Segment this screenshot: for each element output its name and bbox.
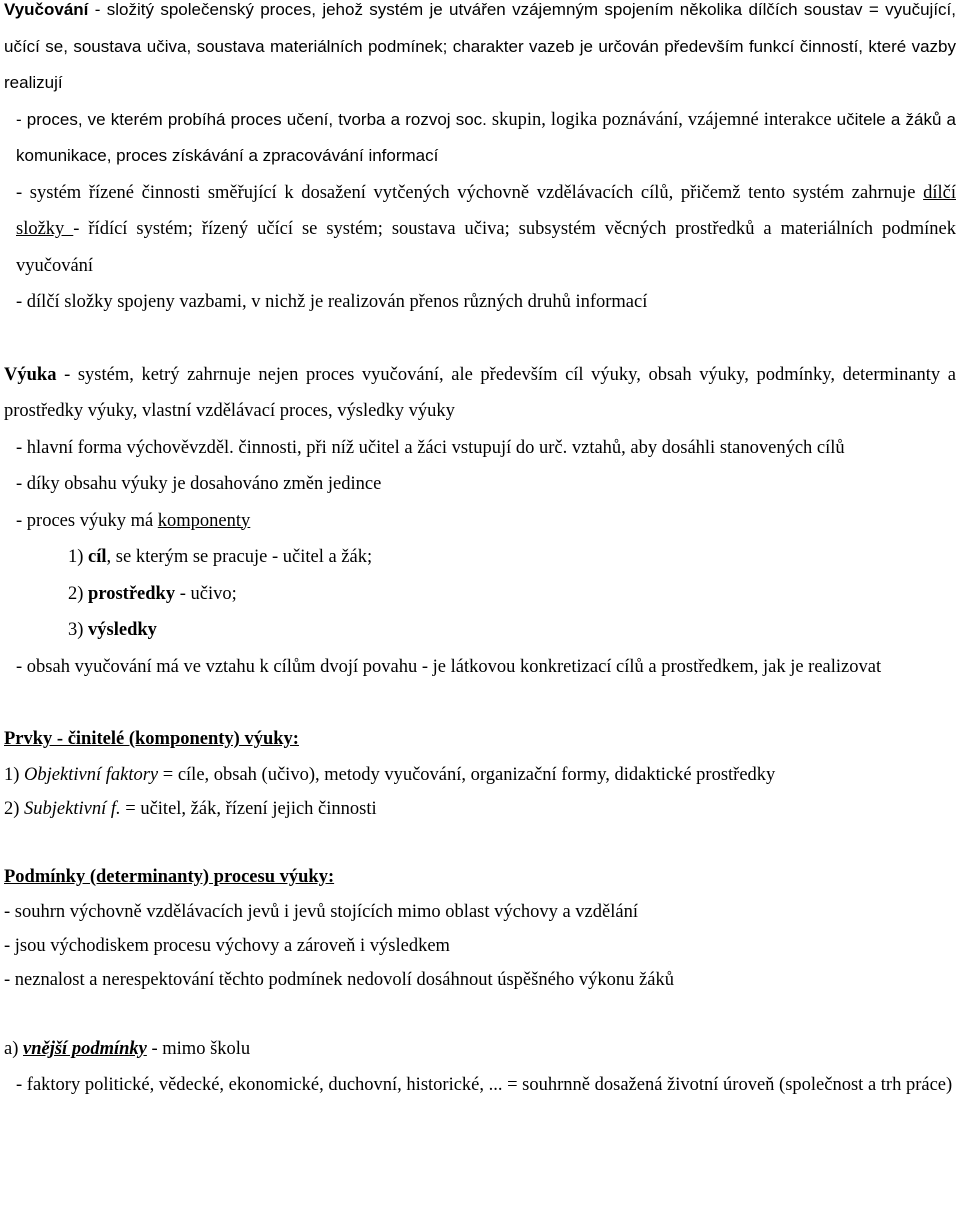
vyucovani-term: Vyučování	[4, 0, 89, 19]
prvky-item-1-number: 1)	[4, 764, 25, 785]
komponenta-1	[4, 539, 956, 576]
komponenta-2-text: - učivo;	[175, 583, 237, 604]
vyuka-def-text: - systém, ketrý zahrnuje nejen proces vyučování, ale především cíl výuky, obsah výuky, podmínky, determinanty a prostředky výuky, vlastní vzdělávací proces, výsledky výuky	[4, 364, 956, 421]
vyuka-point-3-text: - proces výuky má	[16, 510, 158, 531]
vyuka-point-4: - obsah vyučování má ve vztahu k cílům dvojí povahu - je látkovou konkretizací cílů a prostředkem, jak je realizovat	[16, 656, 882, 677]
prvky-item-2-number: 2)	[4, 798, 25, 819]
vyucovani-point-2-end: - řídící systém; řízený učící se systém; soustava učiva; subsystém věcných prostředků a materiálních podmínek vyučování	[16, 219, 956, 276]
vyuka-definition	[4, 357, 956, 430]
prvky-item-2	[4, 792, 956, 826]
podminky-item-1: - souhrn výchovně vzdělávacích jevů i jevů stojících mimo oblast výchovy a vzdělání	[4, 902, 638, 922]
komponenta-2-bold: prostředky	[88, 583, 176, 604]
podminky-heading	[4, 859, 956, 896]
vnejsi-prefix: a)	[4, 1039, 23, 1059]
komponenta-2	[4, 576, 956, 613]
prvky-item-2-term: Subjektivní f.	[24, 798, 121, 819]
komponenta-2-number: 2)	[68, 583, 89, 604]
vnejsi-item-1: - faktory politické, vědecké, ekonomické, duchovní, historické, ... = souhrnně dosažená životní úroveň (společnost a trh práce)	[16, 1074, 953, 1095]
vnejsi-rest: - mimo školu	[146, 1039, 251, 1059]
prvky-item-1-text: = cíle, obsah (učivo), metody vyučování, organizační formy, didaktické prostředky	[158, 764, 776, 785]
prvky-item-1	[4, 758, 956, 792]
komponenta-3	[4, 612, 956, 649]
vyuka-point-3	[4, 503, 956, 540]
vyucovani-definition	[4, 0, 956, 102]
vyuka-point-1: - hlavní forma výchověvzděl. činnosti, při níž učitel a žáci vstupují do urč. vztahů, aby dosáhli stanovených cílů	[16, 437, 845, 458]
podminky-heading-text: Podmínky (determinanty) procesu výuky:	[4, 866, 335, 887]
komponenta-1-text: , se kterým se pracuje - učitel a žák;	[106, 547, 373, 567]
prvky-heading-text: Prvky - činitelé (komponenty) výuky:	[4, 729, 299, 749]
vnejsi-term: vnější podmínky	[23, 1039, 147, 1059]
vyucovani-point-2-start: - systém řízené činnosti směřující k dosažení vytčených výchovně vzdělávacích cílů, přičemž tento systém zahrnuje	[16, 182, 924, 203]
vyucovani-point-1	[4, 102, 956, 175]
vyucovani-point-2	[4, 175, 956, 285]
komponenta-1-bold: cíl	[88, 547, 107, 567]
vyucovani-point-1-end: učitele a žáků a komunikace, proces získávání a zpracovávání informací	[16, 109, 956, 165]
komponenta-1-number: 1)	[68, 547, 89, 567]
komponenta-3-bold: výsledky	[88, 620, 157, 640]
vyuka-term: Výuka	[4, 364, 57, 385]
prvky-item-1-term: Objektivní faktory	[24, 764, 159, 785]
podminky-item-3: - neznalost a nerespektování těchto podmínek nedovolí dosáhnout úspěšného výkonu žáků	[4, 970, 674, 990]
komponenty-link: komponenty	[157, 510, 251, 531]
vnejsi-heading	[4, 1031, 956, 1068]
vyucovani-point-3: - dílčí složky spojeny vazbami, v nichž je realizován přenos různých druhů informací	[16, 292, 648, 312]
vyucovani-def-text: - složitý společenský proces, jehož systém je utvářen vzájemným spojením několika dílčích soustav = vyučující, učící se, soustava učiva, soustava materiálních podmínek; charakter vazeb je určován především funkcí činností, které vazby realizují	[4, 0, 956, 92]
prvky-item-2-text: = učitel, žák, řízení jejich činnosti	[120, 798, 377, 819]
vyuka-point-2: - díky obsahu výuky je dosahováno změn jedince	[16, 474, 382, 494]
vyucovani-point-1-middle: skupin, logika poznávání, vzájemné interakce	[486, 109, 837, 130]
dilci-slozky-link: dílčí složky	[16, 182, 956, 239]
podminky-item-2: - jsou východiskem procesu výchovy a zároveň i výsledkem	[4, 936, 450, 956]
vyucovani-point-1-start: - proces, ve kterém probíhá proces učení, tvorba a rozvoj soc.	[16, 109, 487, 129]
prvky-heading	[4, 721, 956, 758]
komponenta-3-number: 3)	[68, 620, 89, 640]
